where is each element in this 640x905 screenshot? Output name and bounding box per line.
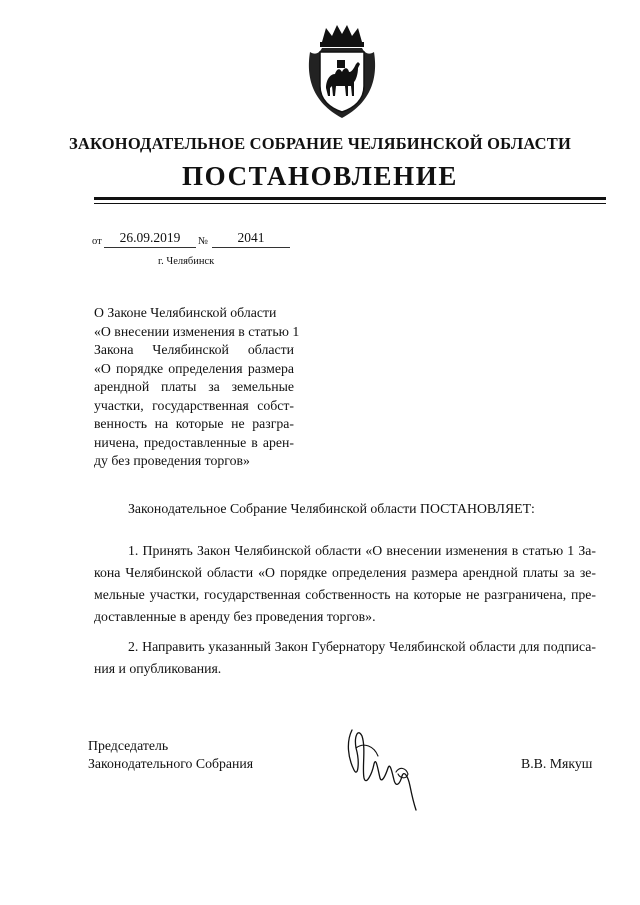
resolution-item-2 [94, 636, 596, 680]
item-line: 2. Направить указанный Закон Губернатору Челябинской области для подписа- [128, 639, 596, 654]
assembly-heading: ЗАКОНОДАТЕЛЬНОЕ СОБРАНИЕ ЧЕЛЯБИНСКОЙ ОБЛАСТИ [68, 134, 572, 153]
signatory-title-line-1: Председатель [88, 738, 169, 753]
from-label: от [92, 236, 102, 247]
signatory-title-line-2: Законодательного Собрания [88, 756, 254, 771]
header-rule-thin [94, 203, 606, 204]
document-type-title: ПОСТАНОВЛЕНИЕ [182, 161, 458, 191]
number-label: № [198, 236, 209, 247]
subject-line: венность на которые не разгра- [94, 416, 294, 431]
subject-line: участки, государственная собст- [94, 397, 294, 413]
item-line: ния и опубликования. [94, 661, 222, 676]
number-underline [212, 247, 290, 248]
date-underline [104, 247, 196, 248]
subject-block [94, 304, 300, 471]
document-number: 2041 [237, 230, 265, 245]
signatory-name: В.В. Мякуш [521, 756, 593, 771]
item-line: доставленные в аренду без проведения торгов». [94, 609, 376, 624]
header-rule-thick [94, 197, 606, 200]
subject-line: ничена, предоставленные в арен- [94, 434, 294, 450]
resolution-item-1 [94, 540, 596, 628]
subject-line: ду без проведения торгов» [94, 453, 250, 468]
coat-of-arms-emblem [304, 22, 380, 120]
preamble-text: Законодательное Собрание Челябинской области ПОСТАНОВЛЯЕТ: [128, 501, 535, 516]
item-line: мельные участки, государственная собственность на которые не разграничена, пре- [94, 587, 596, 602]
subject-line: «О внесении изменения в статью 1 [94, 323, 300, 339]
subject-line: Закона Челябинской области [94, 342, 294, 357]
document-date: 26.09.2019 [119, 230, 181, 245]
city-label: г. Челябинск [158, 256, 215, 267]
subject-line: «О порядке определения размера [94, 360, 294, 376]
subject-line: О Законе Челябинской области [94, 305, 277, 320]
item-line: кона Челябинской области «О порядке определения размера арендной платы за зе- [94, 565, 596, 580]
crown-icon [320, 25, 364, 47]
item-line: 1. Принять Закон Челябинской области «О внесении изменения в статью 1 За- [128, 543, 596, 558]
handwritten-signature [334, 712, 424, 816]
subject-line: арендной платы за земельные [94, 379, 294, 394]
